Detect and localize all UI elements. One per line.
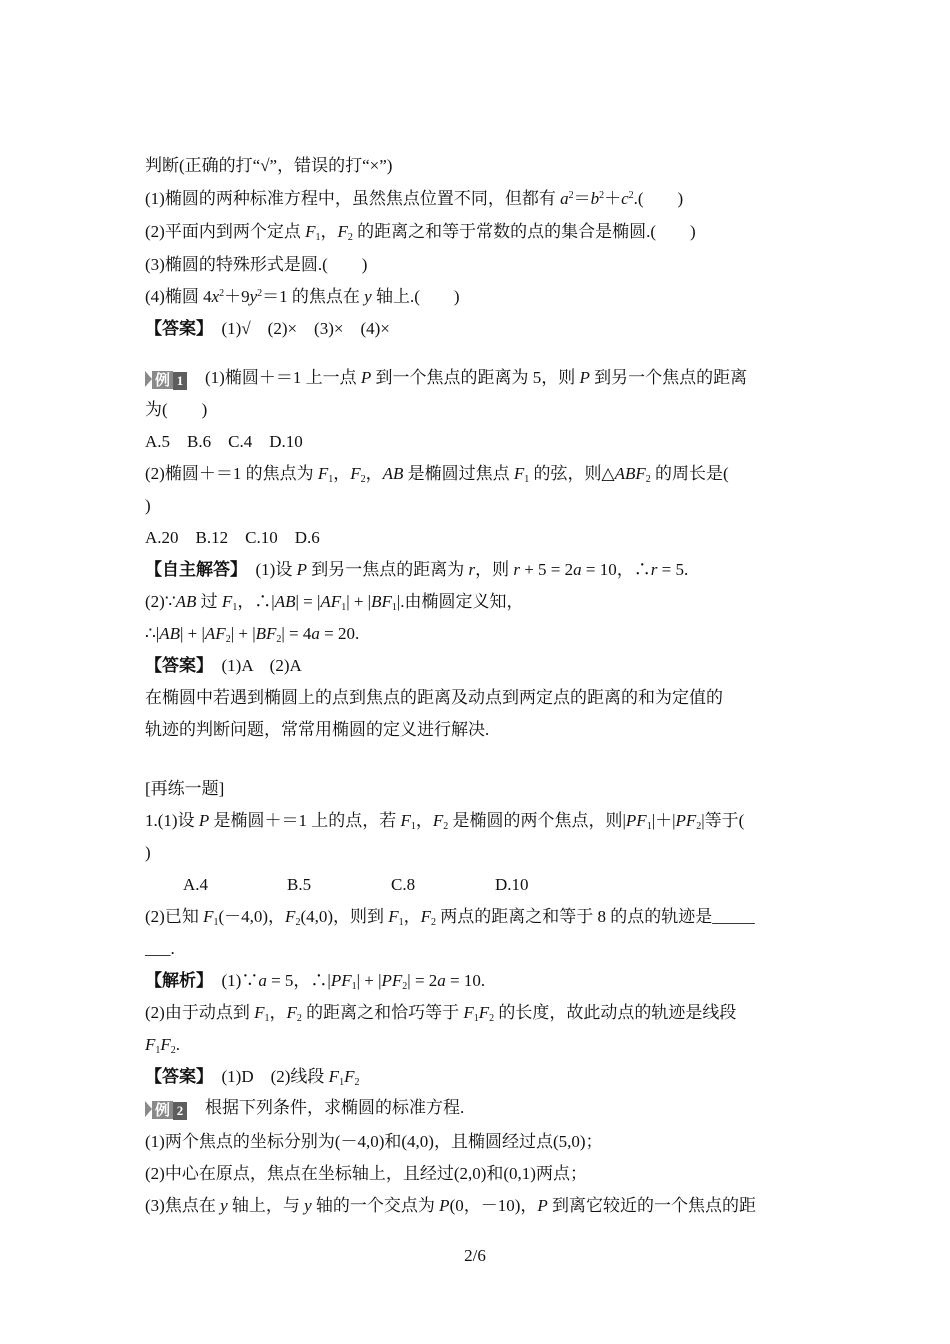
self-solution-label: 【自主解答】 — [145, 560, 239, 579]
option-c: C.8 — [391, 875, 416, 894]
example-badge — [145, 369, 187, 391]
example-2-condition-3: (3)焦点在 y 轴上，与 y 轴的一个交点为 P(0，－10)，P 到离它较近的一个焦点的距 — [145, 1196, 757, 1215]
answer-text: (1)A (2)A — [221, 656, 302, 675]
example-2-header — [145, 1097, 464, 1121]
badge-arrow-icon — [145, 371, 152, 387]
example-1-q2: (2)椭圆＋＝1 的焦点为 $F_1$，$F_2$，AB 是椭圆过焦点 $F_1$ 的弦，则$\triangle ABF_2$ 的周长是( — [145, 464, 729, 485]
answer-1 — [145, 318, 390, 340]
example-badge — [145, 1099, 187, 1121]
answer-2 — [145, 655, 302, 677]
practice-options — [183, 874, 529, 896]
practice-q2-cont: ___. — [145, 939, 175, 958]
example-1-options-1: A.5 B.6 C.4 D.10 — [145, 432, 303, 451]
badge-number: 2 — [173, 1102, 187, 1120]
practice-title: [再练一题] — [145, 779, 225, 798]
option-a: A.4 — [183, 875, 209, 894]
example-2-condition-2: (2)中心在原点，焦点在坐标轴上，且经过(2,0)和(0,1)两点； — [145, 1164, 587, 1183]
badge-number: 1 — [173, 372, 187, 390]
answer-text: (1)√ (2)× (3)× (4)× — [221, 319, 390, 338]
practice-q1: 1.(1)设 P 是椭圆＋＝1 上的点，若 $F_1$，$F_2$ 是椭圆的两个焦点，则$|PF_1|+|PF_2|$等于( — [145, 811, 745, 832]
option-b: B.5 — [287, 875, 312, 894]
note-line-2: 轨迹的判断问题，常常用椭圆的定义进行解决. — [145, 720, 490, 739]
option-d: D.10 — [495, 875, 529, 894]
page-number: 2/6 — [464, 1246, 486, 1265]
answer-label: 【答案】 — [145, 1067, 205, 1086]
intro-line: 判断(正确的打“√”，错误的打“×”) — [145, 156, 393, 175]
analysis-label: 【解析】 — [145, 971, 205, 990]
question-2: (2)平面内到两个定点 $F_1$，$F_2$ 的距离之和等于常数的点的集合是椭圆.( ) — [145, 222, 696, 243]
analysis-2: (2)由于动点到 $F_1$，$F_2$ 的距离之和恰巧等于 $F_1F_2$ 的长度，故此动点的轨迹是线段 — [145, 1003, 737, 1024]
practice-q2: (2)已知 $F_1(-4,0)$，$F_2(4,0)$，则到 $F_1$，$F_2$ 两点的距离之和等于 8 的点的轨迹是_____ — [145, 907, 755, 928]
question-1-end: .( ) — [633, 189, 684, 208]
example-2-text: 根据下列条件，求椭圆的标准方程. — [205, 1098, 465, 1117]
question-4: (4)椭圆 $4x^2+9y^2=1$ 的焦点在 y 轴上.( ) — [145, 287, 460, 306]
badge-arrow-icon — [145, 1101, 152, 1117]
self-solution-1: 【自主解答】 (1)设 P 到另一焦点的距离为 r，则 r + 5 = 2a = 10，∴r = 5. — [145, 560, 689, 579]
question-1: (1)椭圆的两种标准方程中，虽然焦点位置不同，但都有 $a^2=b^2+c^2$.( ) — [145, 189, 684, 208]
question-3: (3)椭圆的特殊形式是圆.( ) — [145, 255, 368, 274]
example-2-condition-1: (1)两个焦点的坐标分别为(－4,0)和(4,0)，且椭圆经过点(5,0)； — [145, 1132, 603, 1151]
analysis-3: $F_1F_2$. — [145, 1035, 181, 1056]
practice-q1-cont: ) — [145, 843, 151, 862]
answer-label: 【答案】 — [145, 319, 205, 338]
answer-label: 【答案】 — [145, 656, 205, 675]
question-1-text: (1)椭圆的两种标准方程中，虽然焦点位置不同，但都有 — [145, 189, 561, 208]
badge-label: 例 — [152, 371, 173, 389]
example-1-q1-cont: 为( ) — [145, 400, 208, 419]
example-1-q1: 例 1 (1)椭圆＋＝1 上一点 P 到一个焦点的距离为 5，则 P 到另一个焦点的距离 — [145, 367, 747, 391]
note-line-1: 在椭圆中若遇到椭圆上的点到焦点的距离及动点到两定点的距离的和为定值的 — [145, 688, 723, 707]
self-solution-3: ∴|AB| + $|AF_2| + |BF_2| = 4a = 20$. — [145, 624, 360, 645]
example-1-options-2: A.20 B.12 C.10 D.6 — [145, 528, 320, 547]
example-1-q2-cont: ) — [145, 496, 151, 515]
self-solution-2: (2)∵AB 过 $F_1$，∴|AB| = $|AF_1| + |BF_1|$.由椭圆定义知， — [145, 592, 524, 613]
badge-label: 例 — [152, 1101, 173, 1119]
analysis-1: 【解析】 (1)∵a = 5，$\therefore|PF_1| + |PF_2| = 2a = 10$. — [145, 971, 486, 992]
answer-3: 【答案】 (1)D (2)线段 $F_1F_2$ — [145, 1067, 360, 1088]
